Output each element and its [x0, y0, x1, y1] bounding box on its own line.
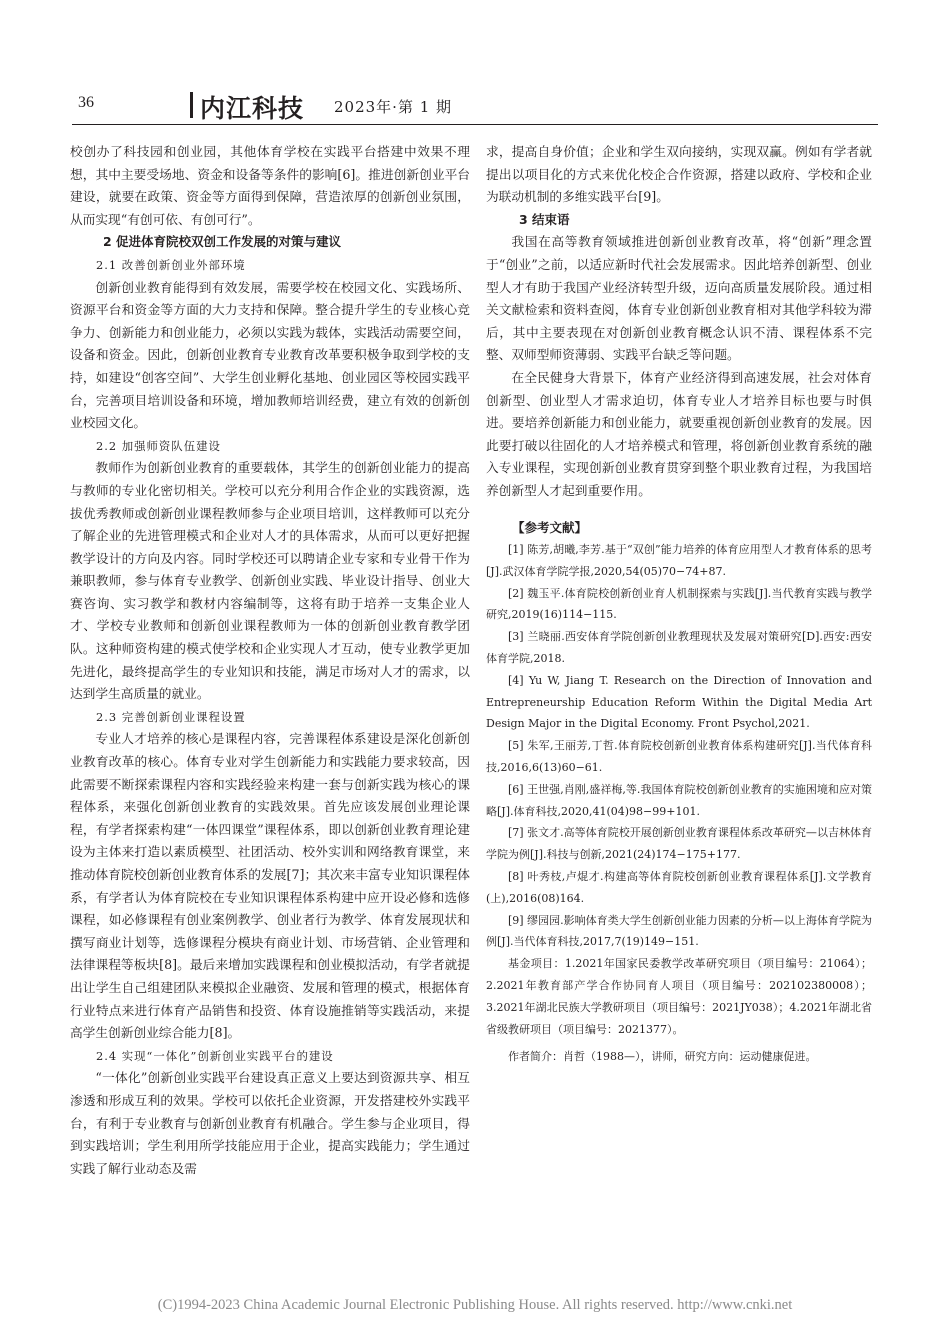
subsection-heading-2-3: 2.3 完善创新创业课程设置 — [96, 709, 246, 724]
intro-paragraph: 校创办了科技园和创业园，其他体育学校在实践平台搭建中效果不理想，其中主要受场地、资金和设备等条件的影响[6]。推进创新创业平台建设，就要在政策、资金等方面得到保障，营造浓厚的创新创业氛围，从而实现“有创可依、有创可行”。 — [70, 144, 470, 227]
paragraph-2-1: 创新创业教育能得到有效发展，需要学校在校园文化、实践场所、资源平台和资金等方面的大力支持和保障。整合提升学生的专业核心竞争力、创新能力和创业能力，必须以实践为载体，实践活动需要空间，设备和资金。因此，创新创业教育专业教育改革要积极争取到学校的支持，如建设“创客空间”、大学生创业孵化基地、创业园区等校园实践平台，完善项目培训设备和环境，增加教师培训经费，建立有效的创新创业校园文化。 — [70, 279, 470, 431]
page-header — [72, 92, 878, 122]
subsection-heading-2-4: 2.4 实现“一体化”创新创业实践平台的建设 — [96, 1048, 334, 1063]
page-number: 36 — [78, 94, 94, 111]
reference-item: [2] 魏玉平.体育院校创新创业育人机制探索与实践[J].当代教育实践与教学研究,2019(16)114−115. — [486, 586, 872, 622]
references-heading: 【参考文献】 — [512, 519, 588, 535]
subsection-heading-2-2: 2.2 加强师资队伍建设 — [96, 438, 221, 453]
section-heading-3: 3 结束语 — [519, 211, 570, 227]
paragraph-2-4: “一体化”创新创业实践平台建设真正意义上要达到资源共享、相互渗透和形成互利的效果。学校可以依托企业资源，开发搭建校外实践平台，有利于专业教育与创新创业教育有机融合。学生参与企业项目，得到实践培训；学生利用所学技能应用于企业，提高实践能力；学生通过实践了解行业动态及需 — [70, 1070, 470, 1176]
reference-item: [9] 缪园园.影响体育类大学生创新创业能力因素的分析—以上海体育学院为例[J].当代体育科技,2017,7(19)149−151. — [486, 913, 872, 949]
header-divider-bar — [190, 92, 193, 118]
continued-paragraph: 求，提高自身价值；企业和学生双向接纳，实现双赢。例如有学者就提出以项目化的方式来优化校企合作资源，搭建以政府、学校和企业为联动机制的多维实践平台[9]。 — [486, 144, 872, 205]
funding-note: 基金项目：1.2021年国家民委教学改革研究项目（项目编号：21064）；2.2021年教育部产学合作协同育人项目（项目编号：202102380008）；3.2021年湖北民族大学教研项目（项目编号：2021JY038）；4.2021年湖北省省级教研项目（项目编号：2021377）。 — [486, 957, 872, 1036]
reference-item: [6] 王世强,肖刚,盛祥梅,等.我国体育院校创新创业教育的实施困境和应对策略[J].体育科技,2020,41(04)98−99+101. — [486, 782, 872, 818]
left-column — [70, 141, 470, 1180]
journal-logo: 内江科技 — [200, 94, 305, 123]
reference-item: [4] Yu W, Jiang T. Research on the Direction of Innovation and Entrepreneurship Education Reform Within the Digital Media Art Design Major in the Digital Economy. Front Psychol,2021. — [486, 673, 872, 731]
reference-item: [5] 朱军,王丽芳,丁哲.体育院校创新创业教育体系构建研究[J].当代体育科技,2016,6(13)60−61. — [486, 739, 872, 775]
header-rule — [72, 124, 878, 125]
conclusion-paragraph-2: 在全民健身大背景下，体育产业经济得到高速发展，社会对体育创新型、创业型人才需求迫切，体育专业人才培养目标也要与时俱进。要培养创新能力和创业能力，就要重视创新创业教育的发展。因此要打破以往固化的人才培养模式和管理，将创新创业教育系统的融入专业课程，实现创新创业教育贯穿到整个职业教育过程，为我国培养创新型人才起到重要作用。 — [486, 369, 872, 498]
copyright-footer: (C)1994-2023 China Academic Journal Electronic Publishing House. All rights reserved. http://www.cnki.net — [157, 1297, 793, 1313]
reference-item: [7] 张文才.高等体育院校开展创新创业教育课程体系改革研究—以吉林体育学院为例[J].科技与创新,2021(24)174−175+177. — [486, 826, 872, 862]
issue-label: 2023年·第 1 期 — [334, 98, 453, 116]
paragraph-2-3: 专业人才培养的核心是课程内容，完善课程体系建设是深化创新创业教育改革的核心。体育专业对学生创新能力和实践能力要求较高，因此需要不断探索课程内容和实践经验来构建一套与创新实践为核心的课程体系，来强化创新创业教育的实践效果。首先应该发展创业理论课程，有学者探索构建“一体四课堂”课程体系，即以创新创业教育理论建设为主体来打造以素质模型、社团活动、校外实训和网络教育课堂，来推动体育院校创新创业教育体系的发展[7]；其次来丰富专业知识课程体系，有学者认为体育院校在专业知识课程体系构建中应开设必修和选修课程，如必修课程有创业案例教学、创业者行为教学、体育发展现状和撰写商业计划等，选修课程分模块有商业计划、市场营销、企业管理和法律课程等板块[8]。最后来增加实践课程和创业模拟活动，有学者就提出让学生自己组建团队来模拟企业融资、发展和管理的模式，根据体育行业特点来进行体育产品销售和投资、体育设施推销等实践活动，来提高学生创新创业综合能力[8]。 — [70, 731, 470, 1041]
subsection-heading-2-1: 2.1 改善创新创业外部环境 — [96, 257, 246, 272]
author-bio: 作者简介：肖哲（1988—），讲师，研究方向：运动健康促进。 — [508, 1050, 817, 1064]
paragraph-2-2: 教师作为创新创业教育的重要载体，其学生的创新创业能力的提高与教师的专业化密切相关。学校可以充分利用合作企业的实践资源，选拔优秀教师或创新创业课程教师参与企业项目培训，这样教师可以充分了解企业的先进管理模式和企业对人才的具体需求，从而可以更好把握教学设计的方向及内容。同时学校还可以聘请企业专家和专业骨干作为兼职教师，参与体育专业教学、创新创业实践、毕业设计指导、创业大赛咨询、实习教学和教材内容编制等，这将有助于培养一支集企业人才、学校专业教师和创新创业课程教师为一体的创新创业教育教学团队。这种师资构建的模式使学校和企业实现人才互动，使专业教学更加先进化，最终提高学生的专业知识和技能，满足市场对人才的需求，以达到学生高质量的就业。 — [70, 460, 470, 702]
conclusion-paragraph-1: 我国在高等教育领域推进创新创业教育改革，将“创新”理念置于“创业”之前，以适应新时代社会发展需求。因此培养创新型、创业型人才有助于我国产业经济转型升级，迈向高质量发展阶段。通过相关文献检索和资料查阅，体育专业创新创业教育相对其他学科较为滞后，其中主要表现在对创新创业教育概念认识不清、课程体系不完整、双师型师资薄弱、实践平台缺乏等问题。 — [486, 234, 872, 363]
reference-item: [3] 兰晓丽.西安体育学院创新创业教理现状及发展对策研究[D].西安:西安体育学院,2018. — [486, 630, 872, 666]
reference-item: [1] 陈芳,胡曦,李芳.基于“双创”能力培养的体育应用型人才教育体系的思考[J].武汉体育学院学报,2020,54(05)70−74+87. — [486, 543, 872, 578]
reference-item: [8] 叶秀枝,卢焜才.构建高等体育院校创新创业教育课程体系[J].文学教育(上),2016(08)164. — [486, 870, 872, 905]
right-column — [486, 141, 872, 1068]
section-heading-2: 2 促进体育院校双创工作发展的对策与建议 — [103, 234, 342, 250]
